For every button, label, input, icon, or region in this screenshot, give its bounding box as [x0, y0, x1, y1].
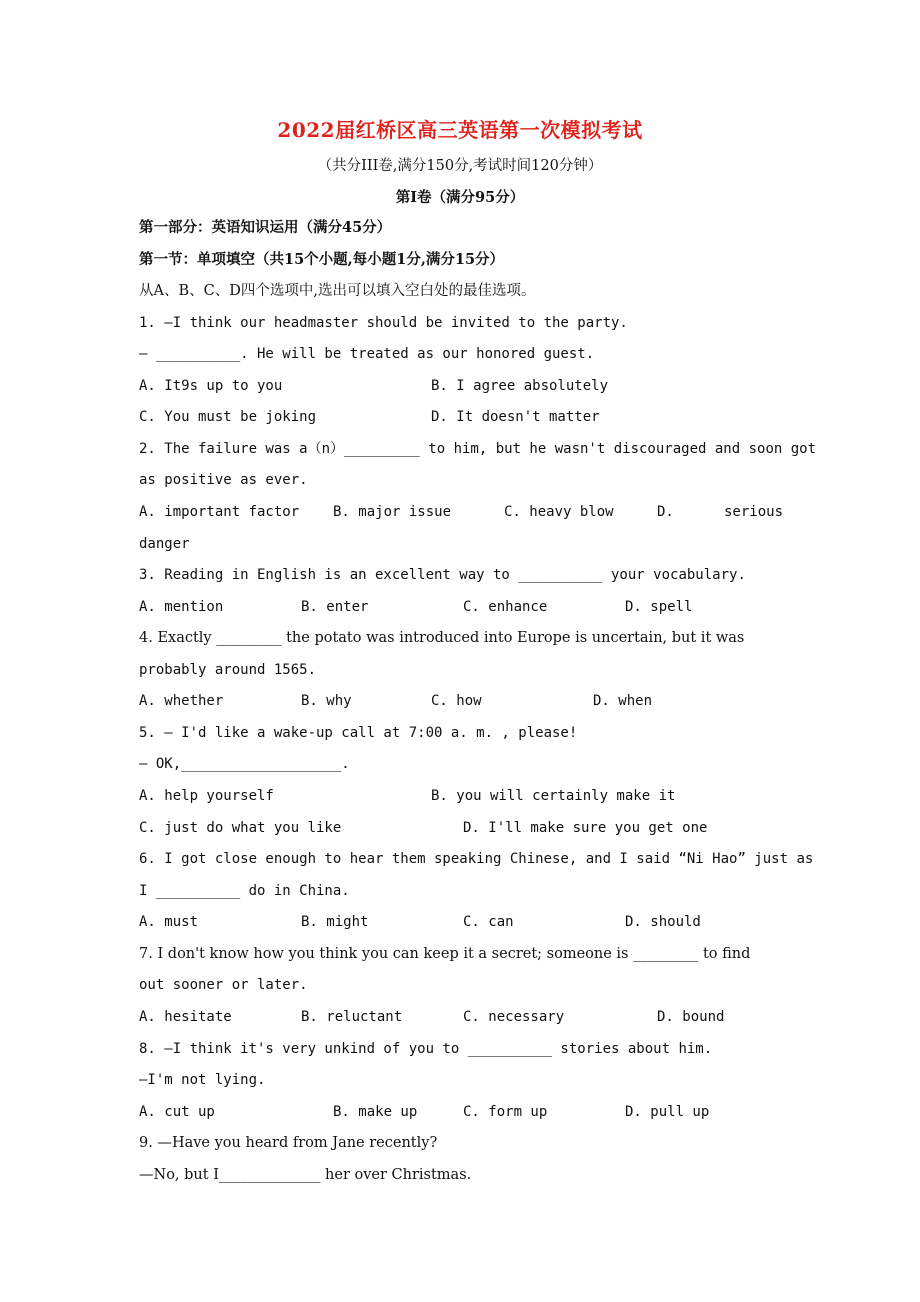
- question-4-option-b: B. why: [301, 693, 352, 709]
- question-1-stem: 1. —I think our headmaster should be invited to the party.: [139, 315, 628, 331]
- question-4-stem: 4. Exactly _________ the potato was introduced into Europe is uncertain, but it was: [139, 630, 745, 646]
- question-3-option-c: C. enhance: [463, 599, 548, 615]
- question-8-option-c: C. form up: [463, 1104, 548, 1120]
- question-4-option-c: C. how: [431, 693, 482, 709]
- question-7-stem: 7. I don't know how you think you can keep it a secret; someone is _________ to find: [139, 946, 751, 962]
- question-1-option-a: A. It9s up to you: [139, 378, 283, 394]
- question-5-stem: 5. — I'd like a wake-up call at 7:00 a. m. , please!: [139, 725, 578, 741]
- question-4-option-d: D. when: [593, 693, 653, 709]
- question-2-option-d-wrap: danger: [139, 536, 190, 552]
- question-8-reply: —I'm not lying.: [139, 1072, 266, 1088]
- question-2-option-b: B. major issue: [333, 504, 452, 520]
- part-heading: 第一部分：英语知识运用（满分45分）: [139, 219, 392, 236]
- question-5-option-d: D. I'll make sure you get one: [463, 820, 708, 836]
- question-1-reply: — __________. He will be treated as our honored guest.: [139, 346, 595, 362]
- section-heading: 第一节：单项填空（共15个小题,每小题1分,满分15分）: [139, 251, 505, 268]
- question-4-stem-cont: probably around 1565.: [139, 662, 317, 678]
- question-8-stem: 8. —I think it's very unkind of you to __________ stories about him.: [139, 1041, 713, 1057]
- question-2-option-a: A. important factor: [139, 504, 300, 520]
- question-4-option-a: A. whether: [139, 693, 224, 709]
- question-6-stem: 6. I got close enough to hear them speaking Chinese, and I said “Ni Hao” just as: [139, 851, 814, 867]
- question-7-option-d: D. bound: [657, 1009, 725, 1025]
- question-5-option-c: C. just do what you like: [139, 820, 342, 836]
- question-1-option-d: D. It doesn't matter: [431, 409, 600, 425]
- question-8-option-b: B. make up: [333, 1104, 418, 1120]
- question-6-option-b: B. might: [301, 914, 369, 930]
- exam-title: 2022届红桥区高三英语第一次模拟考试: [277, 118, 643, 142]
- question-3-option-a: A. mention: [139, 599, 224, 615]
- question-7-option-b: B. reluctant: [301, 1009, 403, 1025]
- question-7-option-c: C. necessary: [463, 1009, 565, 1025]
- question-9-stem: 9. —Have you heard from Jane recently?: [139, 1135, 438, 1151]
- question-7-option-a: A. hesitate: [139, 1009, 232, 1025]
- question-5-reply: — OK,___________________.: [139, 756, 350, 772]
- question-1-option-b: B. I agree absolutely: [431, 378, 609, 394]
- question-3-stem: 3. Reading in English is an excellent way to __________ your vocabulary.: [139, 567, 746, 583]
- question-5-option-a: A. help yourself: [139, 788, 274, 804]
- question-8-option-d: D. pull up: [625, 1104, 710, 1120]
- question-8-option-a: A. cut up: [139, 1104, 215, 1120]
- question-6-stem-cont: I __________ do in China.: [139, 883, 350, 899]
- question-2-option-d-label: D.: [657, 504, 674, 520]
- question-1-option-c: C. You must be joking: [139, 409, 317, 425]
- question-6-option-d: D. should: [625, 914, 701, 930]
- question-6-option-c: C. can: [463, 914, 514, 930]
- instruction: 从A、B、C、D四个选项中,选出可以填入空白处的最佳选项。: [139, 283, 536, 299]
- volume-heading: 第I卷（满分95分）: [395, 189, 525, 206]
- question-6-option-a: A. must: [139, 914, 199, 930]
- question-3-option-b: B. enter: [301, 599, 369, 615]
- question-2-option-c: C. heavy blow: [504, 504, 614, 520]
- question-7-stem-cont: out sooner or later.: [139, 977, 308, 993]
- question-2-stem-cont: as positive as ever.: [139, 472, 308, 488]
- question-3-option-d: D. spell: [625, 599, 693, 615]
- question-2-stem: 2. The failure was a（n）_________ to him, but he wasn't discouraged and soon got: [139, 441, 817, 457]
- question-2-option-d-text: serious: [724, 504, 784, 520]
- question-5-option-b: B. you will certainly make it: [431, 788, 676, 804]
- question-9-reply: —No, but I______________ her over Christmas.: [139, 1167, 472, 1183]
- exam-subtitle: （共分III卷,满分150分,考试时间120分钟）: [317, 158, 603, 174]
